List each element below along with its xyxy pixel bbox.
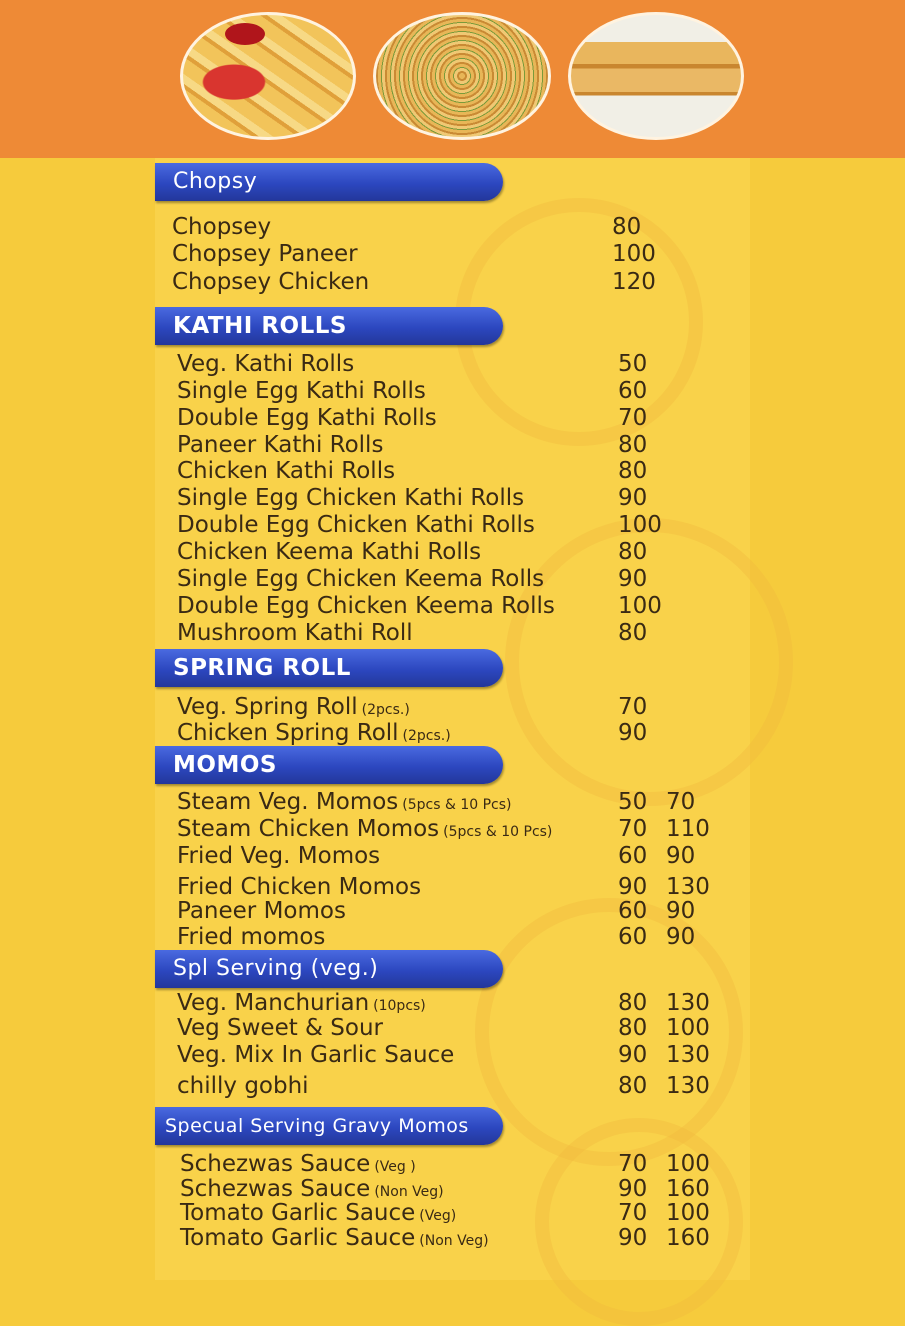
item-price: 90 xyxy=(618,720,648,746)
menu-item xyxy=(0,350,905,378)
menu-item xyxy=(0,1150,905,1178)
section-header-kathi-rolls xyxy=(155,307,503,345)
item-note: (10pcs) xyxy=(373,998,426,1014)
item-name: Mushroom Kathi Roll xyxy=(177,620,413,646)
menu-item xyxy=(0,431,905,459)
item-price-large: 130 xyxy=(666,1073,710,1099)
item-price: 80 xyxy=(612,214,642,240)
menu-item xyxy=(0,1014,905,1042)
item-price-large: 90 xyxy=(666,924,696,950)
item-price: 80 xyxy=(618,432,648,458)
section-header-gravy-momos xyxy=(155,1107,503,1145)
item-name: Single Egg Chicken Kathi Rolls xyxy=(177,485,525,511)
section-title: Specual Serving Gravy Momos xyxy=(165,1115,469,1137)
item-note: (5pcs & 10 Pcs) xyxy=(443,824,553,840)
item-price-large: 130 xyxy=(666,874,710,900)
menu-item xyxy=(0,240,905,268)
item-name: Chopsey Chicken xyxy=(172,269,370,295)
item-name: Chicken Spring Roll (2pcs.) xyxy=(177,720,451,746)
item-name: Paneer Kathi Rolls xyxy=(177,432,384,458)
menu-item xyxy=(0,457,905,485)
menu-item xyxy=(0,989,905,1017)
menu-item xyxy=(0,619,905,647)
noodles-photo xyxy=(373,12,551,140)
item-price-small: 70 xyxy=(618,1151,648,1177)
menu-item xyxy=(0,484,905,512)
item-price-small: 90 xyxy=(618,1225,648,1251)
section-header-momos xyxy=(155,746,503,784)
item-name: Double Egg Chicken Kathi Rolls xyxy=(177,512,535,538)
item-name: Veg. Mix In Garlic Sauce xyxy=(177,1042,455,1068)
menu-item xyxy=(0,377,905,405)
item-name: Steam Chicken Momos (5pcs & 10 Pcs) xyxy=(177,816,553,842)
item-price-large: 110 xyxy=(666,816,710,842)
item-price-small: 90 xyxy=(618,1042,648,1068)
section-title: KATHI ROLLS xyxy=(173,313,347,339)
item-name: Paneer Momos xyxy=(177,898,346,924)
item-name: Chicken Keema Kathi Rolls xyxy=(177,539,482,565)
item-price: 50 xyxy=(618,351,648,377)
fries-photo xyxy=(180,12,356,140)
item-price-small: 80 xyxy=(618,1073,648,1099)
item-name: Fried momos xyxy=(177,924,326,950)
item-name: Single Egg Chicken Keema Rolls xyxy=(177,566,545,592)
menu-item xyxy=(0,1041,905,1069)
item-name: Veg. Manchurian (10pcs) xyxy=(177,990,426,1016)
item-price-large: 130 xyxy=(666,1042,710,1068)
item-price-small: 60 xyxy=(618,898,648,924)
item-note: (Non Veg) xyxy=(374,1184,444,1200)
item-price-small: 90 xyxy=(618,1176,648,1202)
item-price-large: 130 xyxy=(666,990,710,1016)
item-price: 100 xyxy=(618,593,662,619)
item-name: chilly gobhi xyxy=(177,1073,309,1099)
item-name: Veg. Kathi Rolls xyxy=(177,351,355,377)
item-price-small: 60 xyxy=(618,924,648,950)
item-price: 70 xyxy=(618,694,648,720)
menu-item xyxy=(0,897,905,925)
item-price-large: 100 xyxy=(666,1200,710,1226)
section-title: Spl Serving (veg.) xyxy=(173,956,379,981)
menu-item xyxy=(0,693,905,721)
menu-item xyxy=(0,1199,905,1227)
section-header-chopsy xyxy=(155,163,503,201)
section-title: SPRING ROLL xyxy=(173,655,351,681)
item-price-small: 70 xyxy=(618,816,648,842)
spring-rolls-photo xyxy=(568,12,744,140)
menu-item xyxy=(0,213,905,241)
item-name: Tomato Garlic Sauce (Non Veg) xyxy=(180,1225,489,1251)
item-price-small: 70 xyxy=(618,1200,648,1226)
item-name: Chopsey xyxy=(172,214,272,240)
item-price: 70 xyxy=(618,405,648,431)
item-price-small: 60 xyxy=(618,843,648,869)
item-price-small: 80 xyxy=(618,1015,648,1041)
menu-item xyxy=(0,565,905,593)
menu-item xyxy=(0,1224,905,1252)
item-name: Schezwas Sauce (Veg ) xyxy=(180,1151,416,1177)
item-price: 100 xyxy=(618,512,662,538)
item-price: 80 xyxy=(618,458,648,484)
menu-item xyxy=(0,268,905,296)
item-price-large: 160 xyxy=(666,1176,710,1202)
item-name: Double Egg Chicken Keema Rolls xyxy=(177,593,555,619)
item-note: (Veg ) xyxy=(374,1159,416,1175)
item-name: Steam Veg. Momos (5pcs & 10 Pcs) xyxy=(177,789,512,815)
item-price-large: 100 xyxy=(666,1015,710,1041)
item-note: (Non Veg) xyxy=(419,1233,489,1249)
item-price-small: 90 xyxy=(618,874,648,900)
item-price-small: 80 xyxy=(618,990,648,1016)
item-name: Veg Sweet & Sour xyxy=(177,1015,384,1041)
item-name: Tomato Garlic Sauce (Veg) xyxy=(180,1200,457,1226)
section-title: Chopsy xyxy=(173,169,258,194)
item-price-large: 160 xyxy=(666,1225,710,1251)
section-header-spl-serving xyxy=(155,950,503,988)
section-title: MOMOS xyxy=(173,752,277,778)
item-name: Fried Chicken Momos xyxy=(177,874,422,900)
item-note: (2pcs.) xyxy=(361,702,410,718)
item-price: 100 xyxy=(612,241,656,267)
item-name: Single Egg Kathi Rolls xyxy=(177,378,426,404)
item-price-small: 50 xyxy=(618,789,648,815)
item-price: 80 xyxy=(618,620,648,646)
item-price: 80 xyxy=(618,539,648,565)
menu-item xyxy=(0,1072,905,1100)
item-note: (5pcs & 10 Pcs) xyxy=(402,797,512,813)
item-price-large: 90 xyxy=(666,898,696,924)
menu-item xyxy=(0,923,905,951)
section-header-spring-roll xyxy=(155,649,503,687)
menu-item xyxy=(0,538,905,566)
item-note: (Veg) xyxy=(419,1208,457,1224)
menu-item xyxy=(0,592,905,620)
menu-item xyxy=(0,788,905,816)
item-price: 90 xyxy=(618,485,648,511)
menu-item xyxy=(0,719,905,747)
item-name: Fried Veg. Momos xyxy=(177,843,381,869)
item-price: 60 xyxy=(618,378,648,404)
menu-item xyxy=(0,842,905,870)
menu-item xyxy=(0,511,905,539)
item-price-large: 100 xyxy=(666,1151,710,1177)
item-name: Chicken Kathi Rolls xyxy=(177,458,396,484)
item-price: 120 xyxy=(612,269,656,295)
menu-item xyxy=(0,815,905,843)
header-banner xyxy=(0,0,905,158)
item-name: Chopsey Paneer xyxy=(172,241,358,267)
item-note: (2pcs.) xyxy=(402,728,451,744)
item-price-large: 90 xyxy=(666,843,696,869)
item-price: 90 xyxy=(618,566,648,592)
item-price-large: 70 xyxy=(666,789,696,815)
item-name: Double Egg Kathi Rolls xyxy=(177,405,437,431)
item-name: Schezwas Sauce (Non Veg) xyxy=(180,1176,444,1202)
menu-item xyxy=(0,404,905,432)
item-name: Veg. Spring Roll (2pcs.) xyxy=(177,694,410,720)
